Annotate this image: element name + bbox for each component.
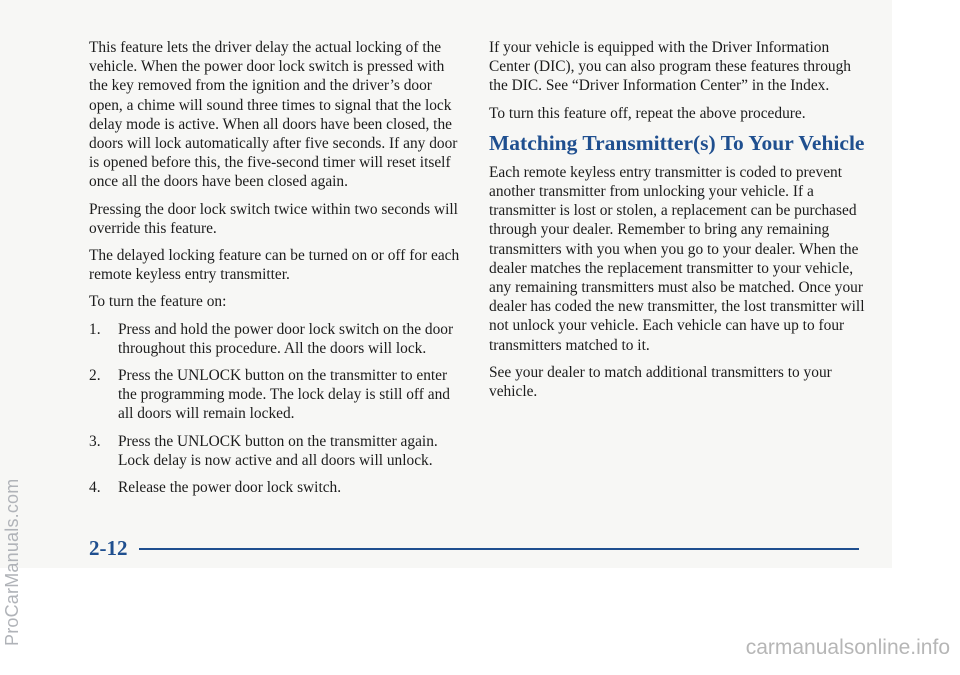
- paragraph-turn-off: To turn this feature off, repeat the above procedure.: [489, 104, 806, 122]
- paragraph-transmitter-coding: Each remote keyless entry transmitter is coded to prevent another transmitter from unlocking your vehicle. If a transmitter is lost or stolen, a replacement can be purchased through your dealer. Remember to bring any remaining transmitters with you when you go to your dealer. When the dealer matches the replacement transmitter to your vehicle, any remaining transmitters must also be matched. Once your dealer has coded the new transmitter, the lost transmitter will not unlock your vehicle. Each vehicle can have up to four transmitters matched to it.: [489, 163, 865, 354]
- paragraph-toggle-feature: The delayed locking feature can be turned on or off for each remote keyless entry transmitter.: [89, 247, 460, 284]
- section-heading: Matching Transmitter(s) To Your Vehicle: [489, 130, 865, 155]
- paragraph-override: Pressing the door lock switch twice within two seconds will override this feature.: [89, 200, 458, 237]
- paragraph-dic-info: If your vehicle is equipped with the Driver Information Center (DIC), you can also program these features through the DIC. See “Driver Information Center” in the Index.: [489, 39, 851, 95]
- procedure-step: [89, 320, 466, 358]
- footer-divider: [139, 548, 859, 550]
- step-number: 3.: [89, 432, 101, 450]
- step-number: 2.: [89, 367, 101, 385]
- right-column: [489, 38, 867, 409]
- step-text: Press the UNLOCK button on the transmitter to enter the programming mode. The lock delay is still off and all doors will remain locked.: [118, 367, 450, 423]
- step-text: Press and hold the power door lock switch on the door throughout this procedure. All the doors will lock.: [118, 320, 454, 357]
- paragraph-lock-delay-description: This feature lets the driver delay the actual locking of the vehicle. When the power door lock switch is pressed with the key removed from the ignition and the driver’s door open, a chime will sound three times to signal that the lock delay mode is active. When all doors have been closed, the doors will lock automatically after five seconds. If any door is opened before this, the five-second timer will reset itself once all the doors have been closed again.: [89, 39, 458, 191]
- procedure-step: [89, 366, 466, 424]
- left-column: [89, 38, 466, 505]
- step-number: 1.: [89, 320, 101, 338]
- procedure-step: [89, 478, 466, 497]
- paragraph-see-dealer: See your dealer to match additional transmitters to your vehicle.: [489, 363, 832, 401]
- watermark-text: ProCarManuals.com: [2, 478, 22, 646]
- step-text: Press the UNLOCK button on the transmitter again. Lock delay is now active and all doors will unlock.: [118, 432, 438, 469]
- step-number: 4.: [89, 479, 101, 497]
- procedure-steps: [89, 320, 466, 498]
- site-footer-text: carmanualsonline.info: [745, 636, 950, 659]
- page-footer: [89, 536, 859, 562]
- paragraph-turn-on-intro: To turn the feature on:: [89, 293, 227, 311]
- step-text: Release the power door lock switch.: [118, 479, 342, 497]
- page-number: 2-12: [89, 536, 128, 560]
- procedure-step: [89, 432, 466, 470]
